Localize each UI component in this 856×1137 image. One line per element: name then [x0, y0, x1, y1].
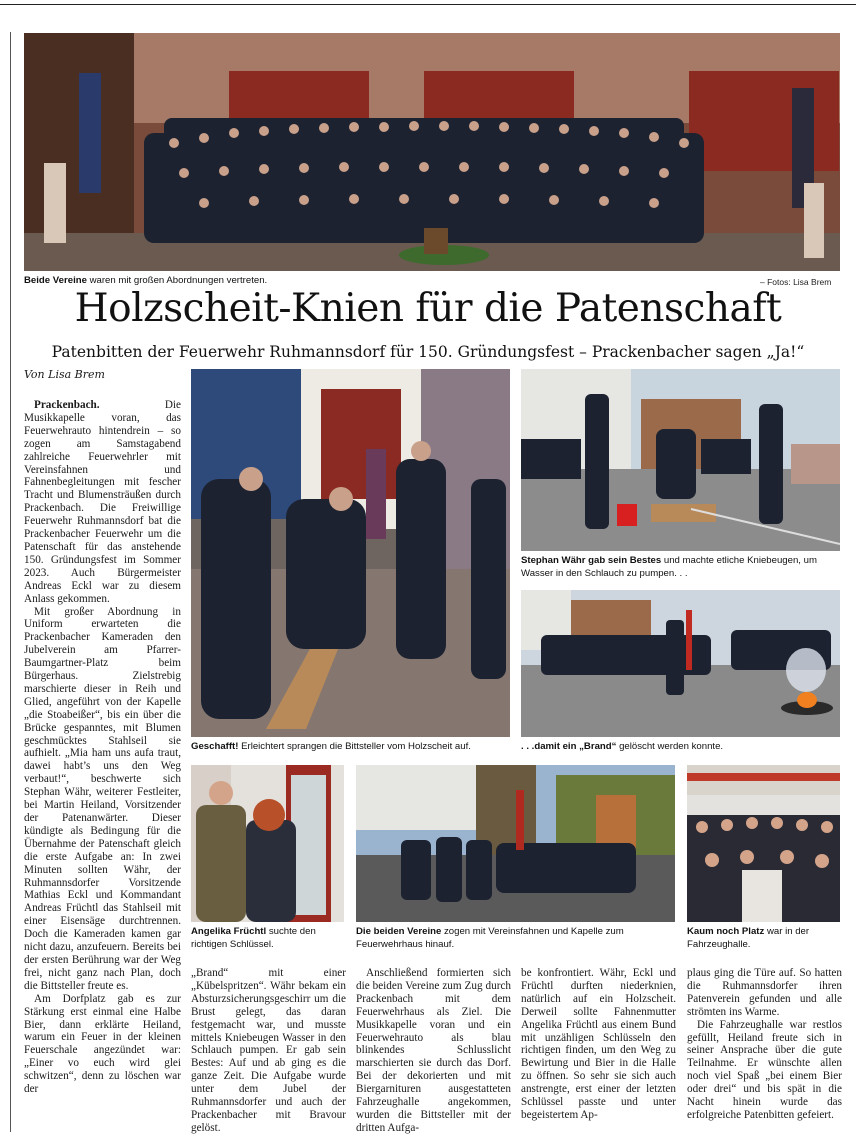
march-photo: [356, 765, 675, 922]
paragraph: be konfrontiert. Währ, Eckl und Früchtl durften niederknien, natürlich auf ein Holzscheit. Derweil sollte Fahnenmutter Angelika Früchtl aus einem Bund mit unzähligen Schlüsseln den richtigen finden, um den Weg zu Bewirtung und Bier in die Halle zu öffnen. So sehr sie sich auch anstrengte, erst einer der letzten Schlüssel passte und unter begeistertem Ap-: [521, 967, 676, 1121]
fire-caption: . . .damit ein „Brand“ gelöscht werden konnte.: [521, 741, 724, 752]
paragraph: Am Dorfplatz gab es zur Stärkung erst einmal eine Halbe Bier, dann erklärte Heiland, warum ein Feuer in der kleinen Feuerschale angezündet war: „Einer vo euch wird glei schwitzen“, denn zu löschen war der: [24, 992, 181, 1096]
paragraph: Anschließend formierten sich die beiden Vereine zum Zug durch Prackenbach mit dem Feuerwehrhaus als Ziel. Die Musikkapelle voran und ein Feuerwehrauto als blau blinkendes Schlusslicht marschierten sie durch das Dorf. Bei der dekorierten und mit Biergarnituren ausgestatteten Fahrzeughalle angekommen, wurden die Bittsteller mit der dritten Aufga-: [356, 967, 511, 1134]
headline: Holzscheit-Knien für die Patenschaft: [74, 286, 782, 331]
hall-caption: Kaum noch Platz war in der Fahrzeughalle.: [687, 926, 810, 950]
article-column-1: [24, 399, 181, 1096]
paragraph: Die Fahrzeughalle war restlos gefüllt, Heiland freute sich in seiner Ansprache über die gute Teilnahme. Er wünschte allen noch viel Spaß „bei einem Bier oder drei“ und bis spät in die Nacht hinein wurde das erfolgreiche Patenbitten gefeiert.: [687, 1018, 842, 1121]
paragraph: „Brand“ mit einer „Kübelspritzen“. Währ bekam ein Absturzsicherungsgeschirr um die Brust gelegt, das daran festgemacht war, und musste mittels Kniebeugen Wasser in den Schlauch pumpen. Er gab sein Bestes: Auf und ab ging es die ganze Zeit. Die Aufgabe wurde unter dem Jubel der Ruhmannsdorfer und auch der Prackenbacher mit Bravour gelöst.: [191, 967, 346, 1134]
group-photo-caption: Beide Vereine waren mit großen Abordnungen vertreten.: [24, 275, 268, 286]
key-photo: [191, 765, 344, 922]
subheadline: Patenbitten der Feuerwehr Ruhmannsdorf für 150. Gründungsfest – Prackenbacher sagen „Ja!“: [51, 343, 805, 361]
paragraph: Prackenbach. Die Musikkapelle voran, das Feuerwehrauto hintendrein – so zogen am Samstagabend zahlreiche Feuerwehrler mit Vereinsfahnen und Fahnenbegleitungen mit fescher Tracht und Blumensträußen durch Prackenbach. Die Freiwillige Feuerwehr Ruhmannsdorf bat die Prackenbacher Feuerwehr um die Patenschaft für das anstehende 150. Gründungsfest im Sommer 2023. Auch Bürgermeister Andreas Eckl war zu diesem Anlass gekommen.: [24, 399, 181, 605]
article-column-4: [521, 967, 676, 1122]
hall-photo: [687, 765, 840, 922]
article-column-5: [687, 967, 842, 1122]
byline: Von Lisa Brem: [24, 368, 105, 381]
pump-caption: Stephan Währ gab sein Bestes und machte etliche Kniebeugen, um Wasser in den Schlauch zu pumpen. . .: [521, 555, 817, 579]
march-caption: Die beiden Vereine zogen mit Vereinsfahnen und Kapelle zum Feuerwehrhaus hinauf.: [356, 926, 624, 950]
top-rule: [0, 4, 856, 5]
paragraph: plaus ging die Türe auf. So hatten die Ruhmannsdorfer ihren Patenverein gefunden und alle strömten ins Warme.: [687, 967, 842, 1018]
kneeling-caption: Geschafft! Erleichtert sprangen die Bittsteller vom Holzscheit auf.: [191, 741, 471, 752]
kneeling-photo: [191, 369, 510, 737]
article-column-3: [356, 967, 511, 1135]
paragraph: Mit großer Abordnung in Uniform erwarteten die Prackenbacher Kameraden den Jubelverein am Pfarrer-Baumgartner-Platz beim Bürgerhaus. Zielstrebig marschierte dieser in Reih und Glied, angeführt von der Kapelle „die Stoabeißer“, bis ein über die Brücke gespanntes, mit Blumen geschmücktes Stahlseil sie aufhielt. „Mia ham uns aufa traut, dawei habt’s uns den Weg verbaut!“, beschwerte sich Stephan Währ, weiterer Festleiter, bei Martin Heiland, Vorsitzender der Patenanwärter. Dieser kündigte als Bedingung für die Übernahme der Patenschaft gleich die erste Aufgabe an: In zwei Minuten sollten Währ, der Ruhmannsdorfer Vorsitzende Mathias Eckl und Kommandant Andreas Früchtl das Stahlseil mit einer Eisensäge durchtrennen. Doch die Kameraden kamen gar nicht dazu, anzufeuern. Bereits bei der ersten Berührung war der Weg frei, nicht ganz nach Plan, doch die Bittsteller freute es.: [24, 605, 181, 992]
left-margin-rule: [10, 32, 11, 1132]
key-caption: Angelika Früchtl suchte den richtigen Schlüssel.: [191, 926, 316, 950]
photo-credit: – Fotos: Lisa Brem: [760, 277, 832, 287]
group-photo: [24, 33, 840, 271]
fire-photo: [521, 590, 840, 737]
pump-photo: [521, 369, 840, 551]
article-column-2: [191, 967, 346, 1135]
